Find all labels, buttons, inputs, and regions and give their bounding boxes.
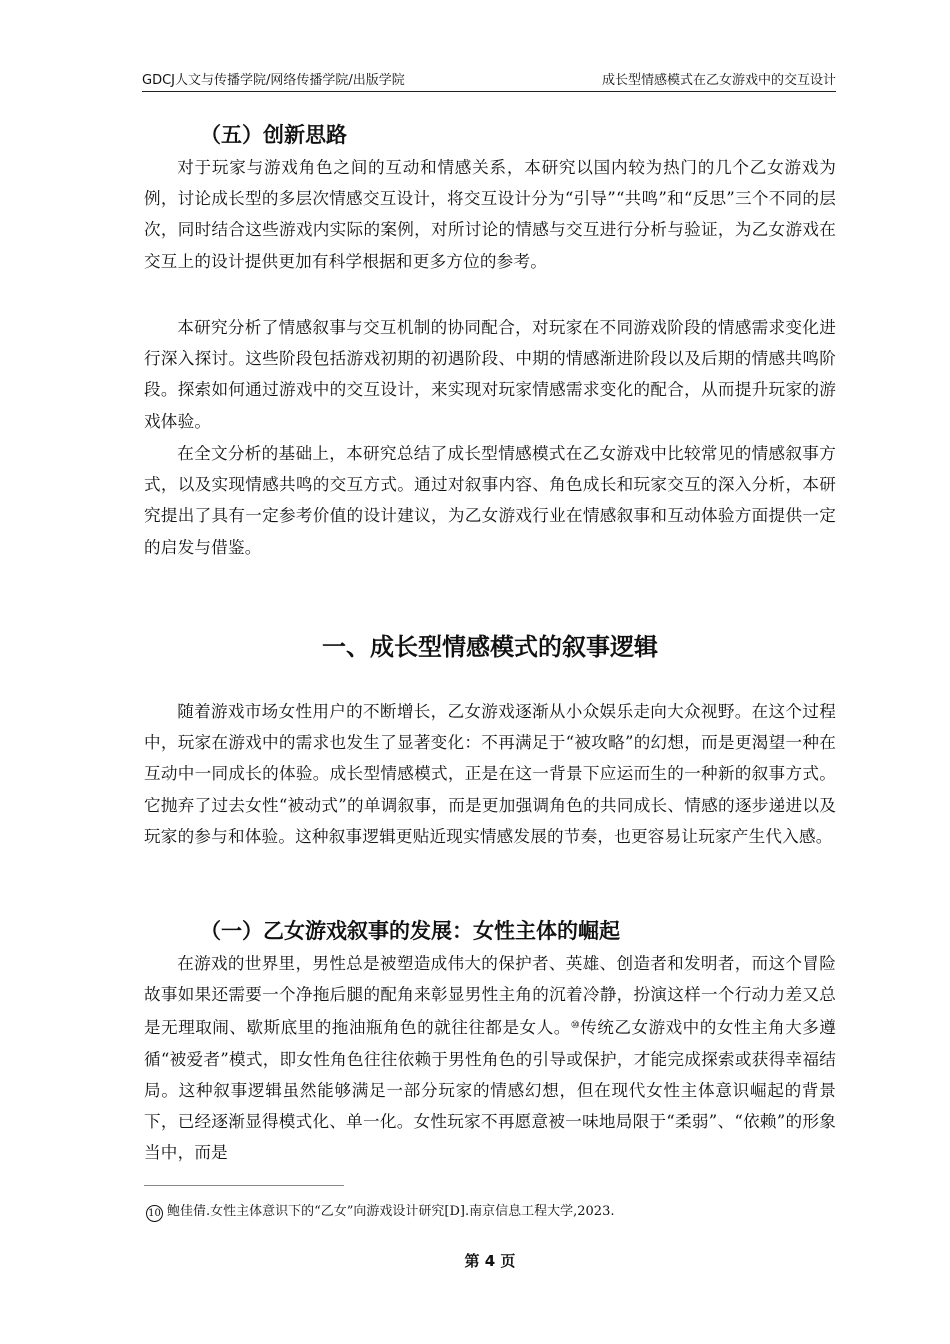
paragraph-text: 在游戏的世界里，男性总是被塑造成伟大的保护者、英雄、创造者和发明者，而这个冒险故事如果还需要一个净拖后腿的配角来彰显男性主角的沉着冷静，扮演这样一个行动力差又总是无理取闹、歇斯底里的拖油瓶角色的就往往都是女人。	[144, 954, 836, 1038]
paragraph: 随着游戏市场女性用户的不断增长，乙女游戏逐渐从小众娱乐走向大众视野。在这个过程中，玩家在游戏中的需求也发生了显著变化：不再满足于“被攻略”的幻想，而是更渴望一种在互动中一同成长的体验。成长型情感模式，正是在这一背景下应运而生的一种新的叙事方式。它抛弃了过去女性“被动式”的单调叙事，而是更加强调角色的共同成长、情感的逐步递进以及玩家的参与和体验。这种叙事逻辑更贴近现实情感发展的节奏，也更容易让玩家产生代入感。	[144, 702, 836, 846]
footnote-text: 鲍佳倩.女性主体意识下的“乙女”向游戏设计研究[D].南京信息工程大学,2023.	[167, 1204, 615, 1219]
page-header	[142, 66, 836, 92]
chapter-heading: 一、成长型情感模式的叙事逻辑	[322, 633, 658, 661]
footnote-number: 10	[146, 1205, 163, 1222]
section-heading-innovation: （五）创新思路	[200, 123, 347, 147]
paragraph: 本研究分析了情感叙事与交互机制的协同配合，对玩家在不同游戏阶段的情感需求变化进行深入探讨。这些阶段包括游戏初期的初遇阶段、中期的情感渐进阶段以及后期的情感共鸣阶段。探索如何通过游戏中的交互设计，来实现对玩家情感需求变化的配合，从而提升玩家的游戏体验。	[144, 318, 836, 431]
footnote-divider	[144, 1185, 344, 1186]
paragraph: 在全文分析的基础上，本研究总结了成长型情感模式在乙女游戏中比较常见的情感叙事方式，以及实现情感共鸣的交互方式。通过对叙事内容、角色成长和玩家交互的深入分析，本研究提出了具有一定参考价值的设计建议，为乙女游戏行业在情感叙事和互动体验方面提供一定的启发与借鉴。	[144, 444, 836, 557]
header-institution: GDCJ人文与传播学院/网络传播学院/出版学院	[142, 73, 405, 88]
paragraph-with-footnote-ref	[144, 948, 836, 1168]
paragraph-text: 传统乙女游戏中的女性主角大多遵循“被爱者”模式，即女性角色往往依赖于男性角色的引导或保护，才能完成探索或获得幸福结局。这种叙事逻辑虽然能够满足一部分玩家的情感幻想，但在现代女性主体意识崛起的背景下，已经逐渐显得模式化、单一化。女性玩家不再愿意被一味地局限于“柔弱”、“依赖”的形象当中，而是	[144, 1018, 837, 1163]
header-thesis-title: 成长型情感模式在乙女游戏中的交互设计	[601, 73, 836, 88]
page-number: 第 4 页	[464, 1252, 516, 1270]
paragraph: 对于玩家与游戏角色之间的互动和情感关系，本研究以国内较为热门的几个乙女游戏为例，讨论成长型的多层次情感交互设计，将交互设计分为“引导”“共鸣”和“反思”三个不同的层次，同时结合这些游戏内实际的案例，对所讨论的情感与交互进行分析与验证，为乙女游戏在交互上的设计提供更加有科学根据和更多方位的参考。	[144, 158, 836, 271]
section-heading-female-subject: （一）乙女游戏叙事的发展：女性主体的崛起	[200, 919, 620, 943]
footnote	[146, 1200, 614, 1222]
footnote-reference[interactable]: ⑩	[570, 1020, 581, 1032]
